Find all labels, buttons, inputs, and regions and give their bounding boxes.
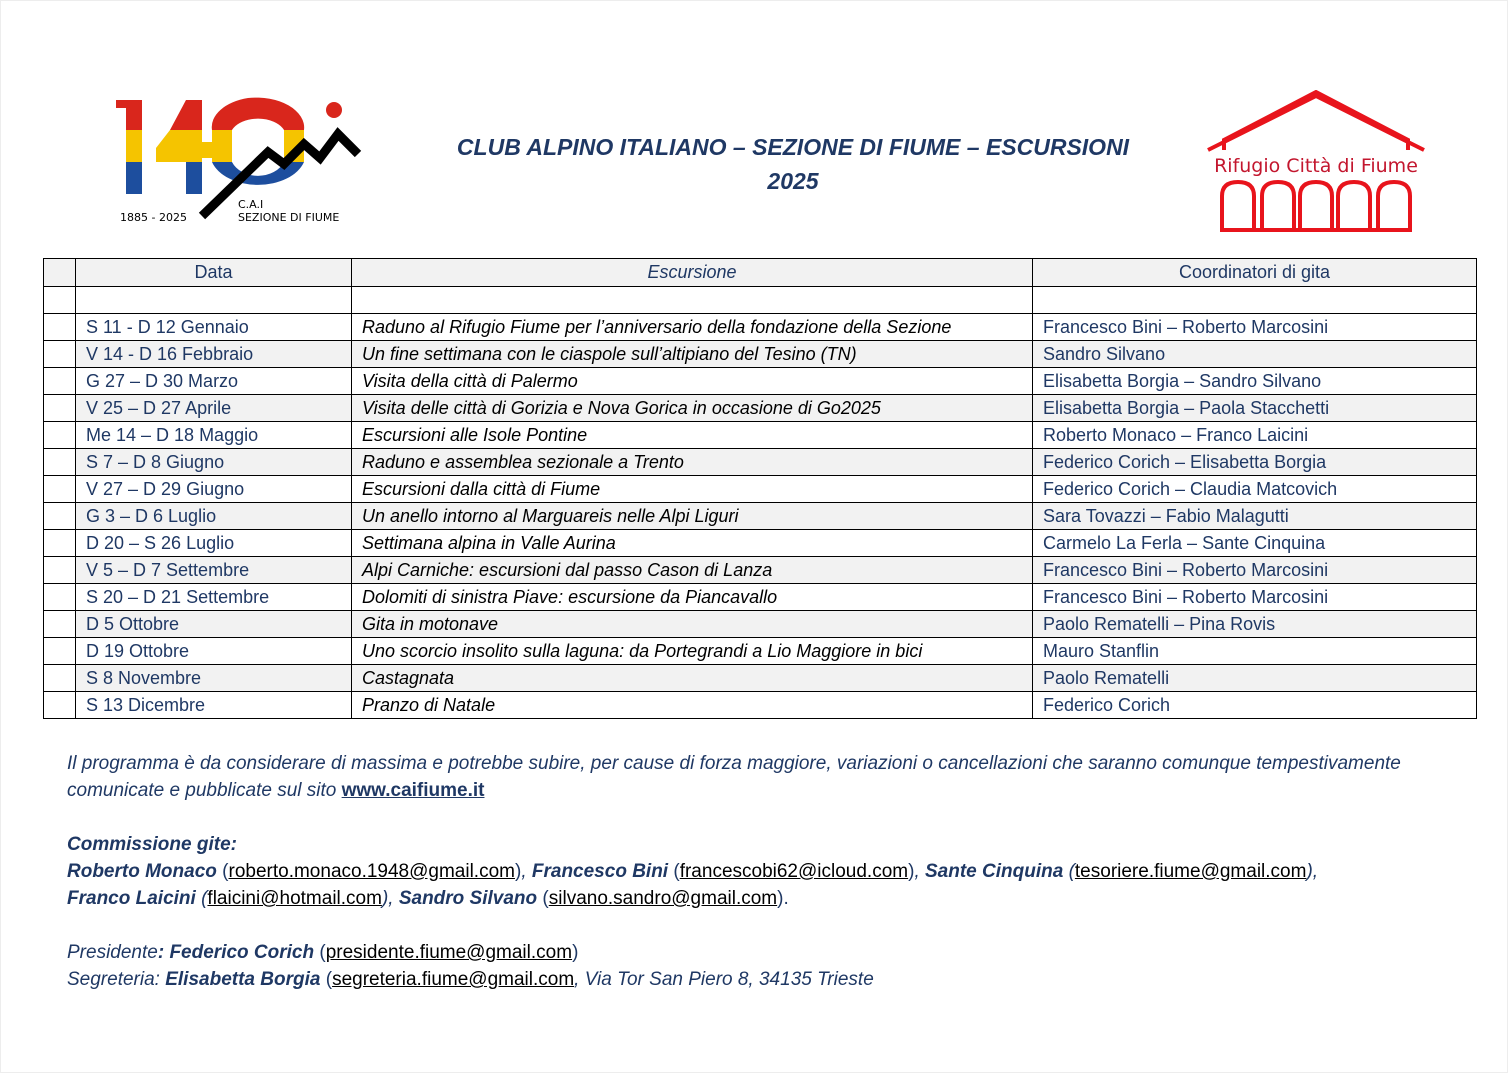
empty-row: [44, 287, 1477, 314]
excursion-cell: Escursioni alle Isole Pontine: [352, 422, 1033, 449]
president-line: Presidente: Federico Corich (presidente.fiume@gmail.com): [67, 942, 579, 963]
date-header: Data: [76, 259, 352, 287]
coordinators-cell: Paolo Rematelli – Pina Rovis: [1033, 611, 1477, 638]
svg-text:Rifugio Città di Fiume: Rifugio Città di Fiume: [1214, 155, 1418, 177]
coordinators-cell: Francesco Bini – Roberto Marcosini: [1033, 584, 1477, 611]
title-line-1: CLUB ALPINO ITALIANO – SEZIONE DI FIUME – ESCURSIONI: [456, 134, 1130, 160]
svg-text:SEZIONE DI FIUME: SEZIONE DI FIUME: [238, 211, 340, 224]
excursion-cell: Un anello intorno al Marguareis nelle Alpi Liguri: [352, 503, 1033, 530]
table-header-row: [44, 259, 1477, 287]
svg-text:1885 - 2025: 1885 - 2025: [120, 211, 187, 224]
coordinators-cell: Elisabetta Borgia – Paola Stacchetti: [1033, 395, 1477, 422]
date-cell: V 25 – D 27 Aprile: [76, 395, 352, 422]
date-cell: G 3 – D 6 Luglio: [76, 503, 352, 530]
table-row: [44, 665, 1477, 692]
date-cell: S 7 – D 8 Giugno: [76, 449, 352, 476]
table-row: [44, 449, 1477, 476]
date-cell: G 27 – D 30 Marzo: [76, 368, 352, 395]
row-index-cell: [44, 665, 76, 692]
excursion-cell: Alpi Carniche: escursioni dal passo Cason di Lanza: [352, 557, 1033, 584]
date-cell: D 20 – S 26 Luglio: [76, 530, 352, 557]
president-email-link[interactable]: presidente.fiume@gmail.com: [325, 942, 573, 963]
excursion-header: Escursione: [352, 259, 1033, 287]
disclaimer: [67, 750, 1467, 804]
excursion-cell: Un fine settimana con le ciaspole sull’altipiano del Tesino (TN): [352, 341, 1033, 368]
excursion-table: [43, 258, 1477, 719]
coordinators-cell: Federico Corich – Claudia Matcovich: [1033, 476, 1477, 503]
date-cell: S 20 – D 21 Settembre: [76, 584, 352, 611]
president-label: Presidente: [67, 942, 158, 963]
website-link[interactable]: www.caifiume.it: [341, 780, 485, 801]
secretary-address: , Via Tor San Piero 8, 34135 Trieste: [574, 969, 874, 990]
table-row: [44, 530, 1477, 557]
coordinators-cell: [1033, 287, 1477, 314]
table-row: [44, 638, 1477, 665]
secretary-line: Segreteria: Elisabetta Borgia (segreteria.fiume@gmail.com, Via Tor San Piero 8, 34135 Trieste: [67, 969, 874, 990]
table-row: [44, 584, 1477, 611]
row-index-cell: [44, 395, 76, 422]
coordinators-cell: Carmelo La Ferla – Sante Cinquina: [1033, 530, 1477, 557]
date-cell: V 5 – D 7 Settembre: [76, 557, 352, 584]
coordinators-cell: Paolo Rematelli: [1033, 665, 1477, 692]
date-cell: Me 14 – D 18 Maggio: [76, 422, 352, 449]
row-index-cell: [44, 638, 76, 665]
member-email-link[interactable]: francescobi62@icloud.com: [679, 861, 909, 882]
row-index-cell: [44, 530, 76, 557]
date-cell: D 5 Ottobre: [76, 611, 352, 638]
coordinators-header: Coordinatori di gita: [1033, 259, 1477, 287]
member-email-link[interactable]: tesoriere.fiume@gmail.com: [1074, 861, 1307, 882]
date-cell: V 27 – D 29 Giugno: [76, 476, 352, 503]
row-index-cell: [44, 314, 76, 341]
coordinators-cell: Sara Tovazzi – Fabio Malagutti: [1033, 503, 1477, 530]
date-cell: D 19 Ottobre: [76, 638, 352, 665]
date-cell: S 13 Dicembre: [76, 692, 352, 719]
row-index-cell: [44, 611, 76, 638]
date-cell: V 14 - D 16 Febbraio: [76, 341, 352, 368]
row-index-cell: [44, 503, 76, 530]
row-index-cell: [44, 368, 76, 395]
table-row: [44, 611, 1477, 638]
date-cell: S 8 Novembre: [76, 665, 352, 692]
table-row: [44, 422, 1477, 449]
index-header: [44, 259, 76, 287]
coordinators-cell: Sandro Silvano: [1033, 341, 1477, 368]
member-email-link[interactable]: roberto.monaco.1948@gmail.com: [228, 861, 515, 882]
date-cell: [76, 287, 352, 314]
excursion-cell: Escursioni dalla città di Fiume: [352, 476, 1033, 503]
secretary-label: Segreteria:: [67, 969, 160, 990]
cai-140-logo-graphic: [108, 92, 368, 232]
secretary-email-link[interactable]: segreteria.fiume@gmail.com: [332, 969, 575, 990]
table-row: [44, 368, 1477, 395]
excursion-cell: Visita della città di Palermo: [352, 368, 1033, 395]
disclaimer-text: Il programma è da considerare di massima e potrebbe subire, per cause di forza maggiore, variazioni o cancellazioni che saranno comunque tempestivamente comunicate e pubblicate sul sito: [67, 753, 1401, 801]
table-row: [44, 557, 1477, 584]
table-row: [44, 341, 1477, 368]
excursion-cell: [352, 287, 1033, 314]
member-name: Francesco Bini: [531, 861, 669, 882]
notes-section: [67, 750, 1467, 993]
page-title: [420, 130, 1166, 198]
member-email-link[interactable]: silvano.sandro@gmail.com: [548, 888, 778, 909]
excursion-cell: Settimana alpina in Valle Aurina: [352, 530, 1033, 557]
excursion-cell: Raduno e assemblea sezionale a Trento: [352, 449, 1033, 476]
svg-text:C.A.I: C.A.I: [238, 198, 264, 211]
coordinators-cell: Federico Corich: [1033, 692, 1477, 719]
table-row: [44, 503, 1477, 530]
table-row: [44, 476, 1477, 503]
coordinators-cell: Francesco Bini – Roberto Marcosini: [1033, 314, 1477, 341]
row-index-cell: [44, 584, 76, 611]
commission-members: Roberto Monaco (roberto.monaco.1948@gmail.com), Francesco Bini (francescobi62@icloud.com), Sante Cinquina (tesoriere.fiume@gmail.com), Franco Laicini (flaicini@hotmail.com), Sandro Silvano (silvano.sandro@gmail.com).: [67, 861, 1319, 909]
date-cell: S 11 - D 12 Gennaio: [76, 314, 352, 341]
member-email-link[interactable]: flaicini@hotmail.com: [207, 888, 382, 909]
coordinators-cell: Francesco Bini – Roberto Marcosini: [1033, 557, 1477, 584]
member-name: Roberto Monaco: [67, 861, 217, 882]
table-row: [44, 395, 1477, 422]
rifugio-logo-graphic: [1200, 90, 1432, 236]
excursion-cell: Castagnata: [352, 665, 1033, 692]
secretary-name: Elisabetta Borgia: [165, 969, 321, 990]
excursion-cell: Uno scorcio insolito sulla laguna: da Portegrandi a Lio Maggiore in bici: [352, 638, 1033, 665]
row-index-cell: [44, 422, 76, 449]
coordinators-cell: Mauro Stanflin: [1033, 638, 1477, 665]
row-index-cell: [44, 557, 76, 584]
row-index-cell: [44, 476, 76, 503]
excursion-cell: Pranzo di Natale: [352, 692, 1033, 719]
coordinators-cell: Federico Corich – Elisabetta Borgia: [1033, 449, 1477, 476]
row-index-cell: [44, 287, 76, 314]
excursion-cell: Gita in motonave: [352, 611, 1033, 638]
table-row: [44, 314, 1477, 341]
rifugio-logo: [1200, 90, 1432, 236]
president-name: Federico Corich: [169, 942, 315, 963]
excursion-cell: Visita delle città di Gorizia e Nova Gorica in occasione di Go2025: [352, 395, 1033, 422]
member-name: Sante Cinquina: [925, 861, 1064, 882]
cai-140-logo: [108, 92, 368, 232]
row-index-cell: [44, 692, 76, 719]
commission-title: Commissione gite:: [67, 834, 237, 855]
row-index-cell: [44, 449, 76, 476]
excursion-cell: Dolomiti di sinistra Piave: escursione da Piancavallo: [352, 584, 1033, 611]
title-line-2: 2025: [767, 168, 819, 194]
coordinators-cell: Roberto Monaco – Franco Laicini: [1033, 422, 1477, 449]
member-name: Sandro Silvano: [398, 888, 538, 909]
excursion-cell: Raduno al Rifugio Fiume per l’anniversario della fondazione della Sezione: [352, 314, 1033, 341]
member-name: Franco Laicini: [67, 888, 196, 909]
row-index-cell: [44, 341, 76, 368]
table-row: [44, 692, 1477, 719]
coordinators-cell: Elisabetta Borgia – Sandro Silvano: [1033, 368, 1477, 395]
